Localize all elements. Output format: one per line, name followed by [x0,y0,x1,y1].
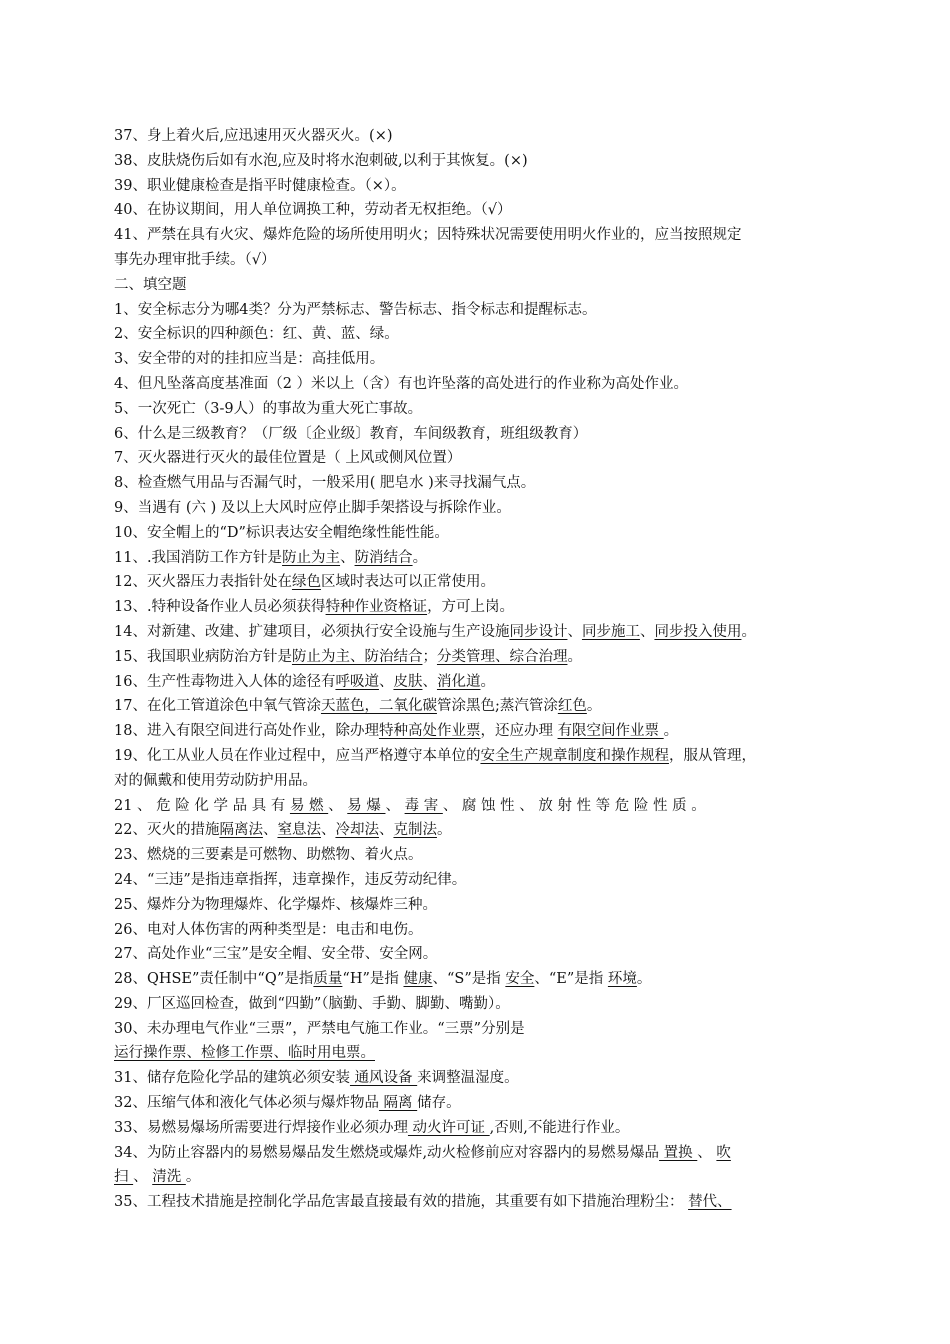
underlined-answer: 运行操作票、检修工作票、临时用电票。 [114,1045,375,1062]
text-segment: 1、安全标志分为哪4类？分为严禁标志、警告标志、指令标志和提醒标志。 [114,301,597,318]
text-line [114,521,850,546]
underlined-answer: 防消结合 [354,549,413,566]
text-line [114,1041,850,1066]
text-line [114,694,850,719]
text-line [114,1091,850,1116]
text-segment: 、 [639,623,655,640]
underlined-answer: 吹 [716,1144,731,1161]
underlined-answer: 消化道 [436,673,481,690]
text-line [114,645,850,670]
underlined-answer: 克制法 [393,822,437,839]
text-segment: ； [422,648,437,665]
text-segment: 21 、 危 险 化 学 品 具 有 [114,797,290,814]
text-segment: ，方可上岗。 [427,599,515,616]
underlined-answer: 防止为主、防治结合 [291,648,423,665]
text-segment: 管涂黑色;蒸汽管涂 [436,698,558,715]
text-segment: 10、安全帽上的“D”标识表达安全帽绝缘性能性能。 [114,524,449,541]
text-segment: 3、安全带的对的挂扣应当是：高挂低用。 [114,351,385,368]
text-segment: 11、.我国消防工作方针是 [114,549,283,566]
text-line [114,967,850,992]
underlined-answer: 天蓝色，二氧化碳 [320,698,437,715]
text-segment: 对的佩戴和使用劳动防护用品。 [114,772,317,789]
underlined-answer: 特种作业资格证 [325,599,428,616]
text-segment: 、 [320,822,336,839]
underlined-answer: 扫 [114,1169,134,1186]
text-line [114,422,850,447]
underlined-answer: 替代、 [688,1194,732,1211]
underlined-answer: 呼吸道 [335,673,379,690]
document-body [114,124,850,1215]
text-segment: 8、检查燃气用品与否漏气时，一般采用( 肥皂水 )来寻找漏气点。 [114,475,536,492]
text-line [114,843,850,868]
text-segment: 17、在化工管道涂色中氧气管涂 [114,698,321,715]
underlined-answer: 环境 [607,971,637,988]
text-segment: 。 [480,673,495,690]
text-segment: 。 [741,623,756,640]
text-line [114,1190,850,1215]
underlined-answer: 安全 [505,971,535,988]
text-segment: 27、高处作业“三宝”是安全帽、安全带、安全网。 [114,946,438,963]
text-line [114,397,850,422]
text-segment: “H”是指 [342,971,404,988]
text-segment: 、“S”是指 [432,971,506,988]
text-segment: 34、为防止容器内的易燃易爆品发生燃烧或爆炸,动火检修前应对容器内的易燃易爆品 [114,1144,660,1161]
text-line [114,620,850,645]
text-segment: 26、电对人体伤害的两种类型是：电击和电伤。 [114,921,423,938]
text-segment: 、“E”是指 [534,971,608,988]
text-segment: ，服从管理， [668,747,756,764]
text-segment: 、 [340,549,355,566]
text-segment: 。 [636,971,652,988]
text-segment: 2、安全标识的四种颜色：红、黄、蓝、绿。 [114,326,399,343]
text-line [114,942,850,967]
underlined-answer: 质量 [313,971,343,988]
text-line [114,496,850,521]
underlined-answer: 特种高处作业票 [378,723,481,740]
text-segment: 35、工程技术措施是控制化学品危害最直接最有效的措施，其重要有如下措施治理粉尘： [114,1194,689,1211]
text-line [114,174,850,199]
text-segment: 储存。 [417,1095,461,1112]
text-segment: 40、在协议期间，用人单位调换工种，劳动者无权拒绝。（√） [114,202,512,219]
text-segment: 。 [185,1169,201,1186]
text-segment: 12、灭火器压力表指针处在 [114,574,292,591]
text-segment: 24、“三违”是指违章指挥，违章操作，违反劳动纪律。 [114,871,467,888]
text-line [114,868,850,893]
text-segment: 。 [412,549,428,566]
text-line [114,1141,850,1166]
text-line [114,322,850,347]
text-segment: 22、灭火的措施 [114,822,220,839]
text-segment: 区域时表达可以正常使用。 [320,574,495,591]
text-segment: 29、厂区巡回检查，做到“四勤”（脑勤、手勤、脚勤、嘴勤）。 [114,995,510,1012]
underlined-answer: 易 燃 [289,797,329,814]
text-line [114,273,850,298]
underlined-answer: 同步施工 [581,623,640,640]
text-segment: 、 [697,1144,717,1161]
text-line [114,1116,850,1141]
text-segment: 39、职业健康检查是指平时健康检查。（×）。 [114,177,406,194]
text-segment: 。 [663,723,679,740]
underlined-answer: 隔离 [378,1095,418,1112]
text-segment: ，还应办理 [480,723,558,740]
text-segment: 4、但凡坠落高度基准面（2 ）米以上（含）有也许坠落的高处进行的作业称为高处作业。 [114,375,689,392]
text-line [114,1165,850,1190]
underlined-answer: 同步设计 [509,623,568,640]
text-line [114,670,850,695]
text-segment: 。 [567,648,582,665]
text-line [114,818,850,843]
text-line [114,918,850,943]
underlined-answer: 同步投入使用 [654,623,742,640]
text-segment: 41、严禁在具有火灾、爆炸危险的场所使用明火；因特殊状况需要使用明火作业的，应当按照规定 [114,227,742,244]
text-segment: 、 [422,673,437,690]
underlined-answer: 清洗 [152,1169,186,1186]
underlined-answer: 皮肤 [393,673,423,690]
text-segment: 13、.特种设备作业人员必须获得 [114,599,326,616]
text-segment: 6、什么是三级教育？（厂级〔企业级〕教育，车间级教育，班组级教育） [114,425,588,442]
underlined-answer: 防止为主 [282,549,341,566]
text-segment: ,否则,不能进行作业。 [489,1119,630,1136]
text-line [114,149,850,174]
text-segment: 。 [586,698,602,715]
text-line [114,794,850,819]
text-segment: 、 [567,623,582,640]
text-line [114,719,850,744]
underlined-answer: 红色 [557,698,587,715]
text-segment: 事先办理审批手续。（√） [114,251,276,268]
text-segment: 、 [133,1169,153,1186]
text-segment: 19、化工从业人员在作业过程中，应当严格遵守本单位的 [114,747,481,764]
text-line [114,1017,850,1042]
text-segment: 30、未办理电气作业“三票”，严禁电气施工作业。“三票”分别是 [114,1020,525,1037]
underlined-answer: 健康 [403,971,433,988]
text-segment: 9、当遇有 (六 ) 及以上大风时应停止脚手架搭设与拆除作业。 [114,499,511,516]
text-line [114,595,850,620]
text-segment: 18、进入有限空间进行高处作业，除办理 [114,723,379,740]
text-line [114,1066,850,1091]
text-segment: 14、对新建、改建、扩建项目，必须执行安全设施与生产设施 [114,623,510,640]
text-segment: 25、爆炸分为物理爆炸、化学爆炸、核爆炸三种。 [114,896,437,913]
text-segment: 5、一次死亡（3-9人）的事故为重大死亡事故。 [114,400,423,417]
text-segment: 32、压缩气体和液化气体必须与爆炸物品 [114,1095,379,1112]
underlined-answer: 通风设备 [349,1070,418,1087]
text-segment: 、 [328,797,348,814]
text-line [114,446,850,471]
text-segment: 15、我国职业病防治方针是 [114,648,292,665]
underlined-answer: 动火许可证 [407,1119,490,1136]
text-segment: 37、身上着火后,应迅速用灭火器灭火。(×) [114,128,393,144]
text-segment: 33、易燃易爆场所需要进行焊接作业必须办理 [114,1119,408,1136]
text-segment: 31、储存危险化学品的建筑必须安装 [114,1070,350,1087]
text-line [114,347,850,372]
underlined-answer: 毒 害 [404,797,443,814]
text-line [114,992,850,1017]
text-line [114,744,850,769]
text-line [114,893,850,918]
underlined-answer: 有限空间作业票 [557,723,664,740]
text-segment: 、 [378,822,394,839]
underlined-answer: 安全生产规章制度和操作规程 [480,747,669,764]
text-segment: 二、填空题 [114,276,187,293]
text-line [114,570,850,595]
underlined-answer: 冷却法 [335,822,379,839]
underlined-answer: 绿色 [291,574,321,591]
text-segment: 来调整温湿度。 [417,1070,519,1087]
text-line [114,546,850,571]
text-line [114,769,850,794]
text-segment: 。 [436,822,452,839]
text-line [114,198,850,223]
text-line [114,298,850,323]
text-line [114,471,850,496]
underlined-answer: 置换 [659,1144,698,1161]
text-line [114,223,850,248]
text-segment: 28、QHSE”责任制中“Q”是指 [114,971,314,988]
text-segment: 、 腐 蚀 性 、 放 射 性 等 危 险 性 质 。 [442,797,706,814]
underlined-answer: 窒息法 [277,822,321,839]
text-segment: 7、灭火器进行灭火的最佳位置是（ 上风或侧风位置） [114,450,462,467]
text-segment: 、 [385,797,405,814]
underlined-answer: 隔离法 [219,822,263,839]
text-line [114,248,850,273]
text-line [114,124,850,149]
text-segment: 16、生产性毒物进入人体的途径有 [114,673,336,690]
underlined-answer: 易 爆 [347,797,386,814]
text-segment: 38、皮肤烧伤后如有水泡,应及时将水泡刺破,以利于其恢复。(×) [114,152,528,169]
text-segment: 23、燃烧的三要素是可燃物、助燃物、着火点。 [114,847,423,864]
underlined-answer: 分类管理、综合治理 [436,648,568,665]
text-line [114,372,850,397]
text-segment: 、 [262,822,278,839]
text-segment: 、 [378,673,394,690]
